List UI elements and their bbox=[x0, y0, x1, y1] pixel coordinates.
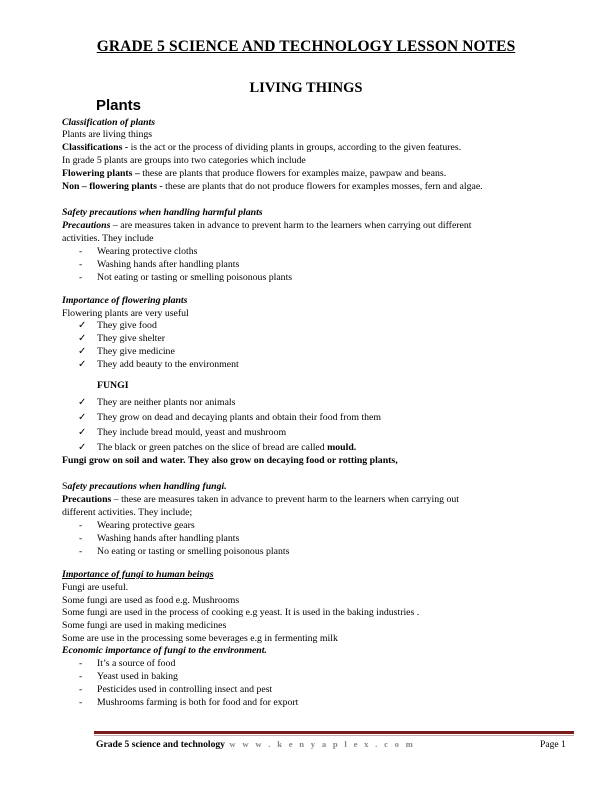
classification-heading: Classification of plants bbox=[62, 117, 156, 128]
paragraph-line bbox=[62, 142, 461, 154]
footer-divider-thin bbox=[94, 735, 574, 736]
safety-plants-heading: Safety precautions when handling harmful plants bbox=[62, 207, 263, 218]
check-icon: ✓ bbox=[78, 346, 87, 357]
dash-bullet: - bbox=[79, 520, 83, 531]
list-item: Pesticides used in controlling insect and pest bbox=[97, 684, 273, 695]
paragraph-line: In grade 5 plants are groups into two categories which include bbox=[62, 155, 306, 166]
dash-bullet: - bbox=[79, 246, 83, 257]
paragraph-line: activities. They include bbox=[62, 233, 154, 244]
flowering-heading: Importance of flowering plants bbox=[62, 295, 188, 306]
check-icon: ✓ bbox=[78, 412, 87, 423]
paragraph-line: Some fungi are used in the process of cooking e.g yeast. It is used in the baking industries . bbox=[62, 607, 420, 618]
list-item: They are neither plants nor animals bbox=[97, 397, 236, 408]
paragraph-line bbox=[62, 220, 472, 232]
footer-label bbox=[96, 739, 415, 750]
list-item: Wearing protective cloths bbox=[97, 246, 198, 257]
check-icon: ✓ bbox=[78, 427, 87, 438]
term: Classifications - bbox=[62, 142, 129, 153]
footer-course: Grade 5 science and technology bbox=[96, 739, 225, 750]
term: Non – flowering plants - bbox=[62, 181, 163, 192]
paragraph-line bbox=[62, 494, 459, 506]
list-item: They add beauty to the environment bbox=[97, 359, 239, 370]
term: Precautions bbox=[62, 494, 112, 505]
chapter-title: LIVING THINGS bbox=[249, 80, 363, 96]
dash-bullet: - bbox=[79, 697, 83, 708]
list-item: Yeast used in baking bbox=[97, 671, 178, 682]
list-item: Washing hands after handling plants bbox=[97, 533, 240, 544]
paragraph-line: Some fungi are used in making medicines bbox=[62, 620, 227, 631]
check-icon: ✓ bbox=[78, 359, 87, 370]
topic-title: Plants bbox=[96, 97, 142, 114]
paragraph-line: different activities. They include; bbox=[62, 507, 193, 518]
safety-fungi-heading bbox=[62, 481, 227, 493]
check-icon: ✓ bbox=[78, 320, 87, 331]
check-icon: ✓ bbox=[78, 333, 87, 344]
list-item bbox=[97, 442, 356, 454]
list-item: Mushrooms farming is both for food and for export bbox=[97, 697, 299, 708]
economic-importance-heading: Economic importance of fungi to the environment. bbox=[62, 645, 267, 656]
list-item: Wearing protective gears bbox=[97, 520, 195, 531]
list-item: It’s a source of food bbox=[97, 658, 176, 669]
definition: these are plants that produce flowers for examples maize, pawpaw and beans. bbox=[139, 168, 447, 179]
dash-bullet: - bbox=[79, 684, 83, 695]
paragraph-line: Flowering plants are very useful bbox=[62, 308, 189, 319]
heading-rest: afety precautions when handling fungi. bbox=[67, 481, 227, 492]
list-item: They include bread mould, yeast and mushroom bbox=[97, 427, 287, 438]
list-item: They give medicine bbox=[97, 346, 175, 357]
dash-bullet: - bbox=[79, 272, 83, 283]
term: Precautions bbox=[62, 220, 111, 231]
list-item-text: The black or green patches on the slice of bread are called bbox=[97, 442, 328, 453]
list-item: Not eating or tasting or smelling poisonous plants bbox=[97, 272, 293, 283]
paragraph-line bbox=[62, 181, 483, 193]
fungi-summary: Fungi grow on soil and water. They also grow on decaying food or rotting plants, bbox=[62, 455, 398, 466]
definition: – are measures taken in advance to prevent harm to the learners when carrying out different bbox=[110, 220, 472, 231]
footer-divider bbox=[94, 731, 574, 734]
definition: is the act or the process of dividing plants in groups, according to the given features. bbox=[128, 142, 462, 153]
paragraph-line: Plants are living things bbox=[62, 129, 153, 140]
footer-website-link[interactable]: w w w . k e n y a p l e x . c o m bbox=[224, 739, 416, 749]
list-item: Washing hands after handling plants bbox=[97, 259, 240, 270]
page-number: Page 1 bbox=[540, 739, 566, 750]
list-item-bold: mould. bbox=[327, 442, 357, 453]
definition: these are plants that do not produce flowers for examples mosses, fern and algae. bbox=[162, 181, 483, 192]
fungi-heading: FUNGI bbox=[97, 380, 129, 391]
term: Flowering plants – bbox=[62, 168, 140, 179]
paragraph-line: Fungi are useful. bbox=[62, 582, 129, 593]
dash-bullet: - bbox=[79, 658, 83, 669]
list-item: They grow on dead and decaying plants and obtain their food from them bbox=[97, 412, 382, 423]
heading-initial: S bbox=[62, 481, 68, 492]
check-icon: ✓ bbox=[78, 397, 87, 408]
paragraph-line bbox=[62, 168, 446, 180]
list-item: They give shelter bbox=[97, 333, 166, 344]
dash-bullet: - bbox=[79, 533, 83, 544]
document-title: GRADE 5 SCIENCE AND TECHNOLOGY LESSON NOTES bbox=[96, 38, 516, 55]
paragraph-line: Some fungi are used as food e.g. Mushrooms bbox=[62, 595, 240, 606]
fungi-importance-heading: Importance of fungi to human beings bbox=[62, 569, 214, 580]
list-item: They give food bbox=[97, 320, 157, 331]
dash-bullet: - bbox=[79, 671, 83, 682]
dash-bullet: - bbox=[79, 259, 83, 270]
list-item: No eating or tasting or smelling poisonous plants bbox=[97, 546, 290, 557]
check-icon: ✓ bbox=[78, 442, 87, 453]
paragraph-line: Some are use in the processing some beverages e.g in fermenting milk bbox=[62, 633, 338, 644]
dash-bullet: - bbox=[79, 546, 83, 557]
definition: – these are measures taken in advance to prevent harm to the learners when carrying out bbox=[111, 494, 459, 505]
